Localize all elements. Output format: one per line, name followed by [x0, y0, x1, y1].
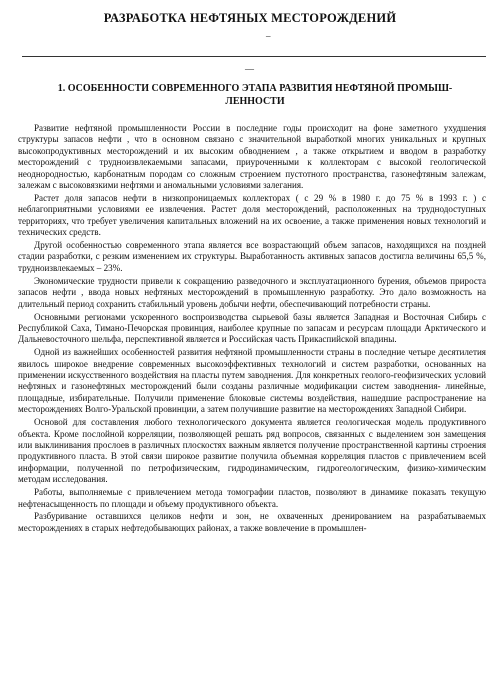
paragraph: Одной из важнейших особенностей развития нефтяной промышленности страны в последние четыре десятилетия явилось широкое внедрение современных высокоэффективных технологий и систем разработки, основанных на применении искусственного воздействия на пласты путем заводнения. Для конкретных геолого-геофизических условий нефтяных и газонефтяных месторождений были созданы различные модификации систем заводнения- линейные, площадные, избирательные. Получили применение блоковые системы воздействия, нашедшие распространение на месторождениях Волго-Уральской провинции, а затем получившие развитие на месторождениях Западной Сибири.: [18, 347, 486, 415]
paragraph: Работы, выполняемые с привлечением метода томографии пластов, позволяют в динамике показать текущую нефтенасыщенность по площади и объему продуктивного объекта.: [18, 487, 486, 509]
document-header-title: РАЗРАБОТКА НЕФТЯНЫХ МЕСТОРОЖДЕНИЙ: [103, 11, 397, 25]
paragraph: Экономические трудности привели к сокращению разведочного и эксплуатационного бурения, объемов прироста запасов нефти , ввода новых нефтяных месторождений в промышленную разработку. Это дало возможность на длительный период сохранить стабильный уровень добычи нефти, обеспечивающий потребности страны.: [18, 275, 486, 309]
header-mark-top: _: [266, 28, 271, 38]
body-text: [18, 123, 486, 536]
paragraph: Основными регионами ускоренного воспроизводства сырьевой базы является Западная и Восточная Сибирь с Республикой Саха, Тимано-Печорская провинция, наиболее крупные по запасам и ресурсам площади Арктического и Дальневосточного шельфа, перспективной является и Российская часть Прикаспийской впадины.: [18, 311, 486, 345]
paragraph: Основой для составления любого технологического документа является геологическая модель продуктивного объекта. Кроме послойной корреляции, позволяющей решать ряд вопросов, связанных с выделением зон замещения или выклинивания прослоев в различных плоскостях важным является получение пространственной картины строения продуктивного пласта. В этой связи широкое развитие получила объемная корреляция пластов с привлечением всей информации, полученной по петрофизическим, гидродинамическим, гидрогеологическим, физико-химическим методам исследования.: [18, 417, 486, 485]
header-mark-below: __: [245, 61, 254, 71]
paragraph: Разбуривание оставшихся целиков нефти и зон, не охваченных дренированием на разрабатываемых месторождениях в старых нефтедобывающих районах, а также вовлечение в промышлен-: [18, 511, 486, 533]
paragraph: Развитие нефтяной промышленности России в последние годы происходит на фоне заметного ухудшения структуры запасов нефти , что в основном связано с значительной выработкой многих уникальных и крупных высокопродуктивных месторождений и их высоким обводнением , а также открытием и вводом в разработку месторождений с трудноизвлекаемыми запасами, приуроченными к коллекторам с высокой геологической неоднородностью, карбонатным породам со сложным строением пустотного пространства, газонефтяным залежам, залежам с высоковязкими нефтями и аномальными условиями залегания.: [18, 123, 486, 191]
paragraph: Растет доля запасов нефти в низкопроницаемых коллекторах ( с 29 % в 1980 г. до 75 % в 1993 г. ) с неблагоприятными условиями ее извлечения. Растет доля месторождений, расположенных на труднодоступных территориях, что требует увеличения капитальных вложений на их освоение, а также применения новых технологий и технических средств.: [18, 192, 486, 238]
section-title: 1. ОСОБЕННОСТИ СОВРЕМЕННОГО ЭТАПА РАЗВИТИЯ НЕФТЯНОЙ ПРОМЫШ-ЛЕННОСТИ: [57, 83, 453, 107]
header-divider: [22, 56, 486, 57]
paragraph: Другой особенностью современного этапа является все возрастающий объем запасов, находящихся на поздней стадии разработки, с резким изменением их структуры. Выработанность активных запасов достигла величины 65,5 %, трудноизвлекаемых – 23%.: [18, 240, 486, 273]
